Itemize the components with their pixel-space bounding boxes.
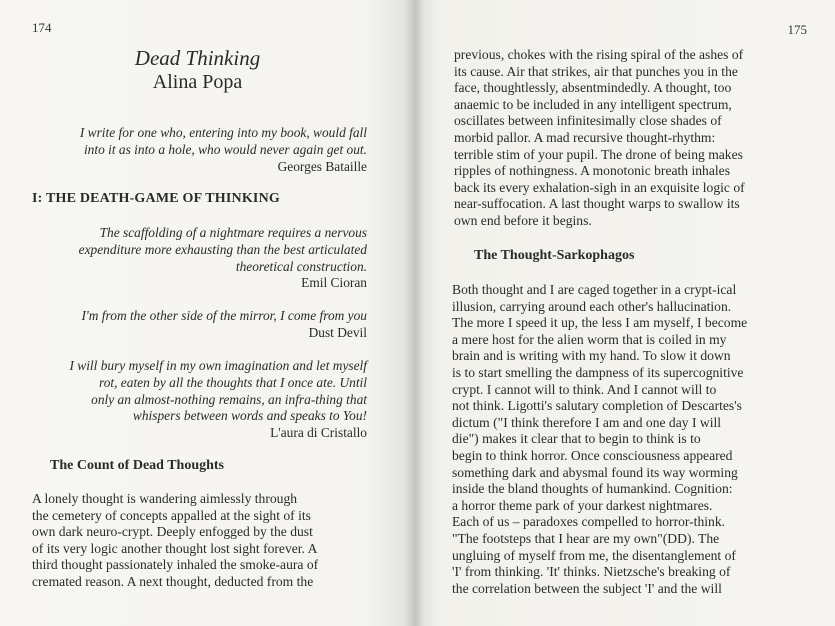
epigraph-line: I'm from the other side of the mirror, I come from you xyxy=(81,308,367,323)
body-text-right-top xyxy=(454,47,794,230)
epigraph-line: rot, eaten by all the thoughts that I once ate. Until xyxy=(98,374,367,390)
text-line: not think. Ligotti's salutary completion of Descartes's xyxy=(452,398,742,414)
text-line: face, thoughtlessly, absentmindedly. A thought, too xyxy=(454,80,732,96)
text-line: Both thought and I are caged together in a crypt-ical xyxy=(452,282,737,297)
essay-author: Alina Popa xyxy=(152,71,243,93)
text-line: its cause. Air that strikes, air that punches you in the xyxy=(454,63,738,79)
text-line: terrible stim of your pupil. The drone of being makes xyxy=(454,146,743,162)
body-text-right-main xyxy=(452,282,802,597)
text-line: back its every exhalation-sigh in an exquisite logic of xyxy=(454,179,745,195)
epigraph-source: Emil Cioran xyxy=(301,275,367,291)
epigraph-cristallo xyxy=(17,358,367,442)
text-line: of its very logic another thought lost sight forever. A xyxy=(32,540,318,556)
text-line: own dark neuro-crypt. Deeply enfogged by the dust xyxy=(32,524,313,540)
text-line: illusion, carrying around each other's hallucination. xyxy=(452,298,732,314)
text-line: dictum ("I think therefore I am and one day I will xyxy=(452,414,722,430)
text-line: the cemetery of concepts appalled at the sight of its xyxy=(32,507,311,523)
text-line: a mere host for the alien worm that is coiled in my xyxy=(452,331,727,347)
subheading-count: The Count of Dead Thoughts xyxy=(50,458,225,473)
epigraph-line: theoretical construction. xyxy=(235,258,367,274)
epigraph-line: I will bury myself in my own imagination and let myself xyxy=(69,358,367,373)
epigraph-source: Georges Bataille xyxy=(277,158,367,174)
body-text-left xyxy=(32,491,367,591)
text-line: 'I' from thinking. 'It' thinks. Nietzsche's breaking of xyxy=(452,564,731,580)
right-page xyxy=(414,0,835,626)
epigraph-source: Dust Devil xyxy=(308,324,367,340)
epigraph-line: I write for one who, entering into my book, would fall xyxy=(79,125,367,140)
page-number-left: 174 xyxy=(32,20,52,35)
text-line: morbid pallor. A mad recursive thought-rhythm: xyxy=(454,129,716,145)
text-line: something dark and abysmal found its way worming xyxy=(452,464,738,480)
text-line: oscillates between infinitesimally close shades of xyxy=(454,113,722,129)
text-line: A lonely thought is wandering aimlessly through xyxy=(32,491,298,506)
subheading-sarkophagos: The Thought-Sarkophagos xyxy=(474,248,635,263)
page-number-right: 175 xyxy=(787,22,807,37)
left-page xyxy=(0,0,414,626)
text-line: die") makes it clear that to begin to think is to xyxy=(452,431,701,447)
text-line: the correlation between the subject 'I' and the will xyxy=(452,580,722,596)
epigraph-cioran xyxy=(17,225,367,292)
text-line: previous, chokes with the rising spiral of the ashes of xyxy=(454,47,744,62)
text-line: brain and is writing with my hand. To slow it down xyxy=(452,348,731,364)
epigraph-line: The scaffolding of a nightmare requires a nervous xyxy=(99,225,367,240)
text-line: near-suffocation. A last thought warps to swallow its xyxy=(454,196,740,212)
text-line: The more I speed it up, the less I am myself, I become xyxy=(452,315,748,331)
epigraph-bataille xyxy=(17,125,367,175)
epigraph-line: whispers between words and speaks to You! xyxy=(132,408,367,424)
text-line: cremated reason. A next thought, deducted from the xyxy=(32,573,314,589)
epigraph-dust-devil xyxy=(17,308,367,342)
text-line: a horror theme park of your darkest nightmares. xyxy=(452,497,713,513)
text-line: ripples of nothingness. A monotonic breath inhales xyxy=(454,163,730,179)
text-line: ungluing of myself from me, the disentanglement of xyxy=(452,547,736,563)
text-line: begin to think horror. Once consciousness appeared xyxy=(452,447,733,463)
epigraph-line: only an almost-nothing remains, an infra-thing that xyxy=(91,391,367,407)
text-line: crypt. I cannot will to think. And I cannot will to xyxy=(452,381,717,397)
epigraph-line: into it as into a hole, who would never again get out. xyxy=(83,141,367,157)
epigraph-source: L'aura di Cristallo xyxy=(270,425,367,441)
section-heading: I: THE DEATH-GAME OF THINKING xyxy=(32,191,280,206)
text-line: third thought passionately inhaled the smoke-aura of xyxy=(32,557,319,573)
text-line: anaemic to be included in any intelligent spectrum, xyxy=(454,96,732,112)
text-line: inside the bland thoughts of humankind. Cognition: xyxy=(452,481,733,497)
book-gutter-shadow xyxy=(404,0,424,626)
essay-title: Dead Thinking xyxy=(134,46,261,70)
text-line: Each of us – paradoxes compelled to horror-think. xyxy=(452,514,726,530)
text-line: is to start smelling the dampness of its supercognitive xyxy=(452,364,744,380)
epigraph-line: expenditure more exhausting than the best articulated xyxy=(78,241,367,257)
text-line: own end before it begins. xyxy=(454,212,592,228)
text-line: "The footsteps that I hear are my own"(DD). The xyxy=(452,530,720,546)
